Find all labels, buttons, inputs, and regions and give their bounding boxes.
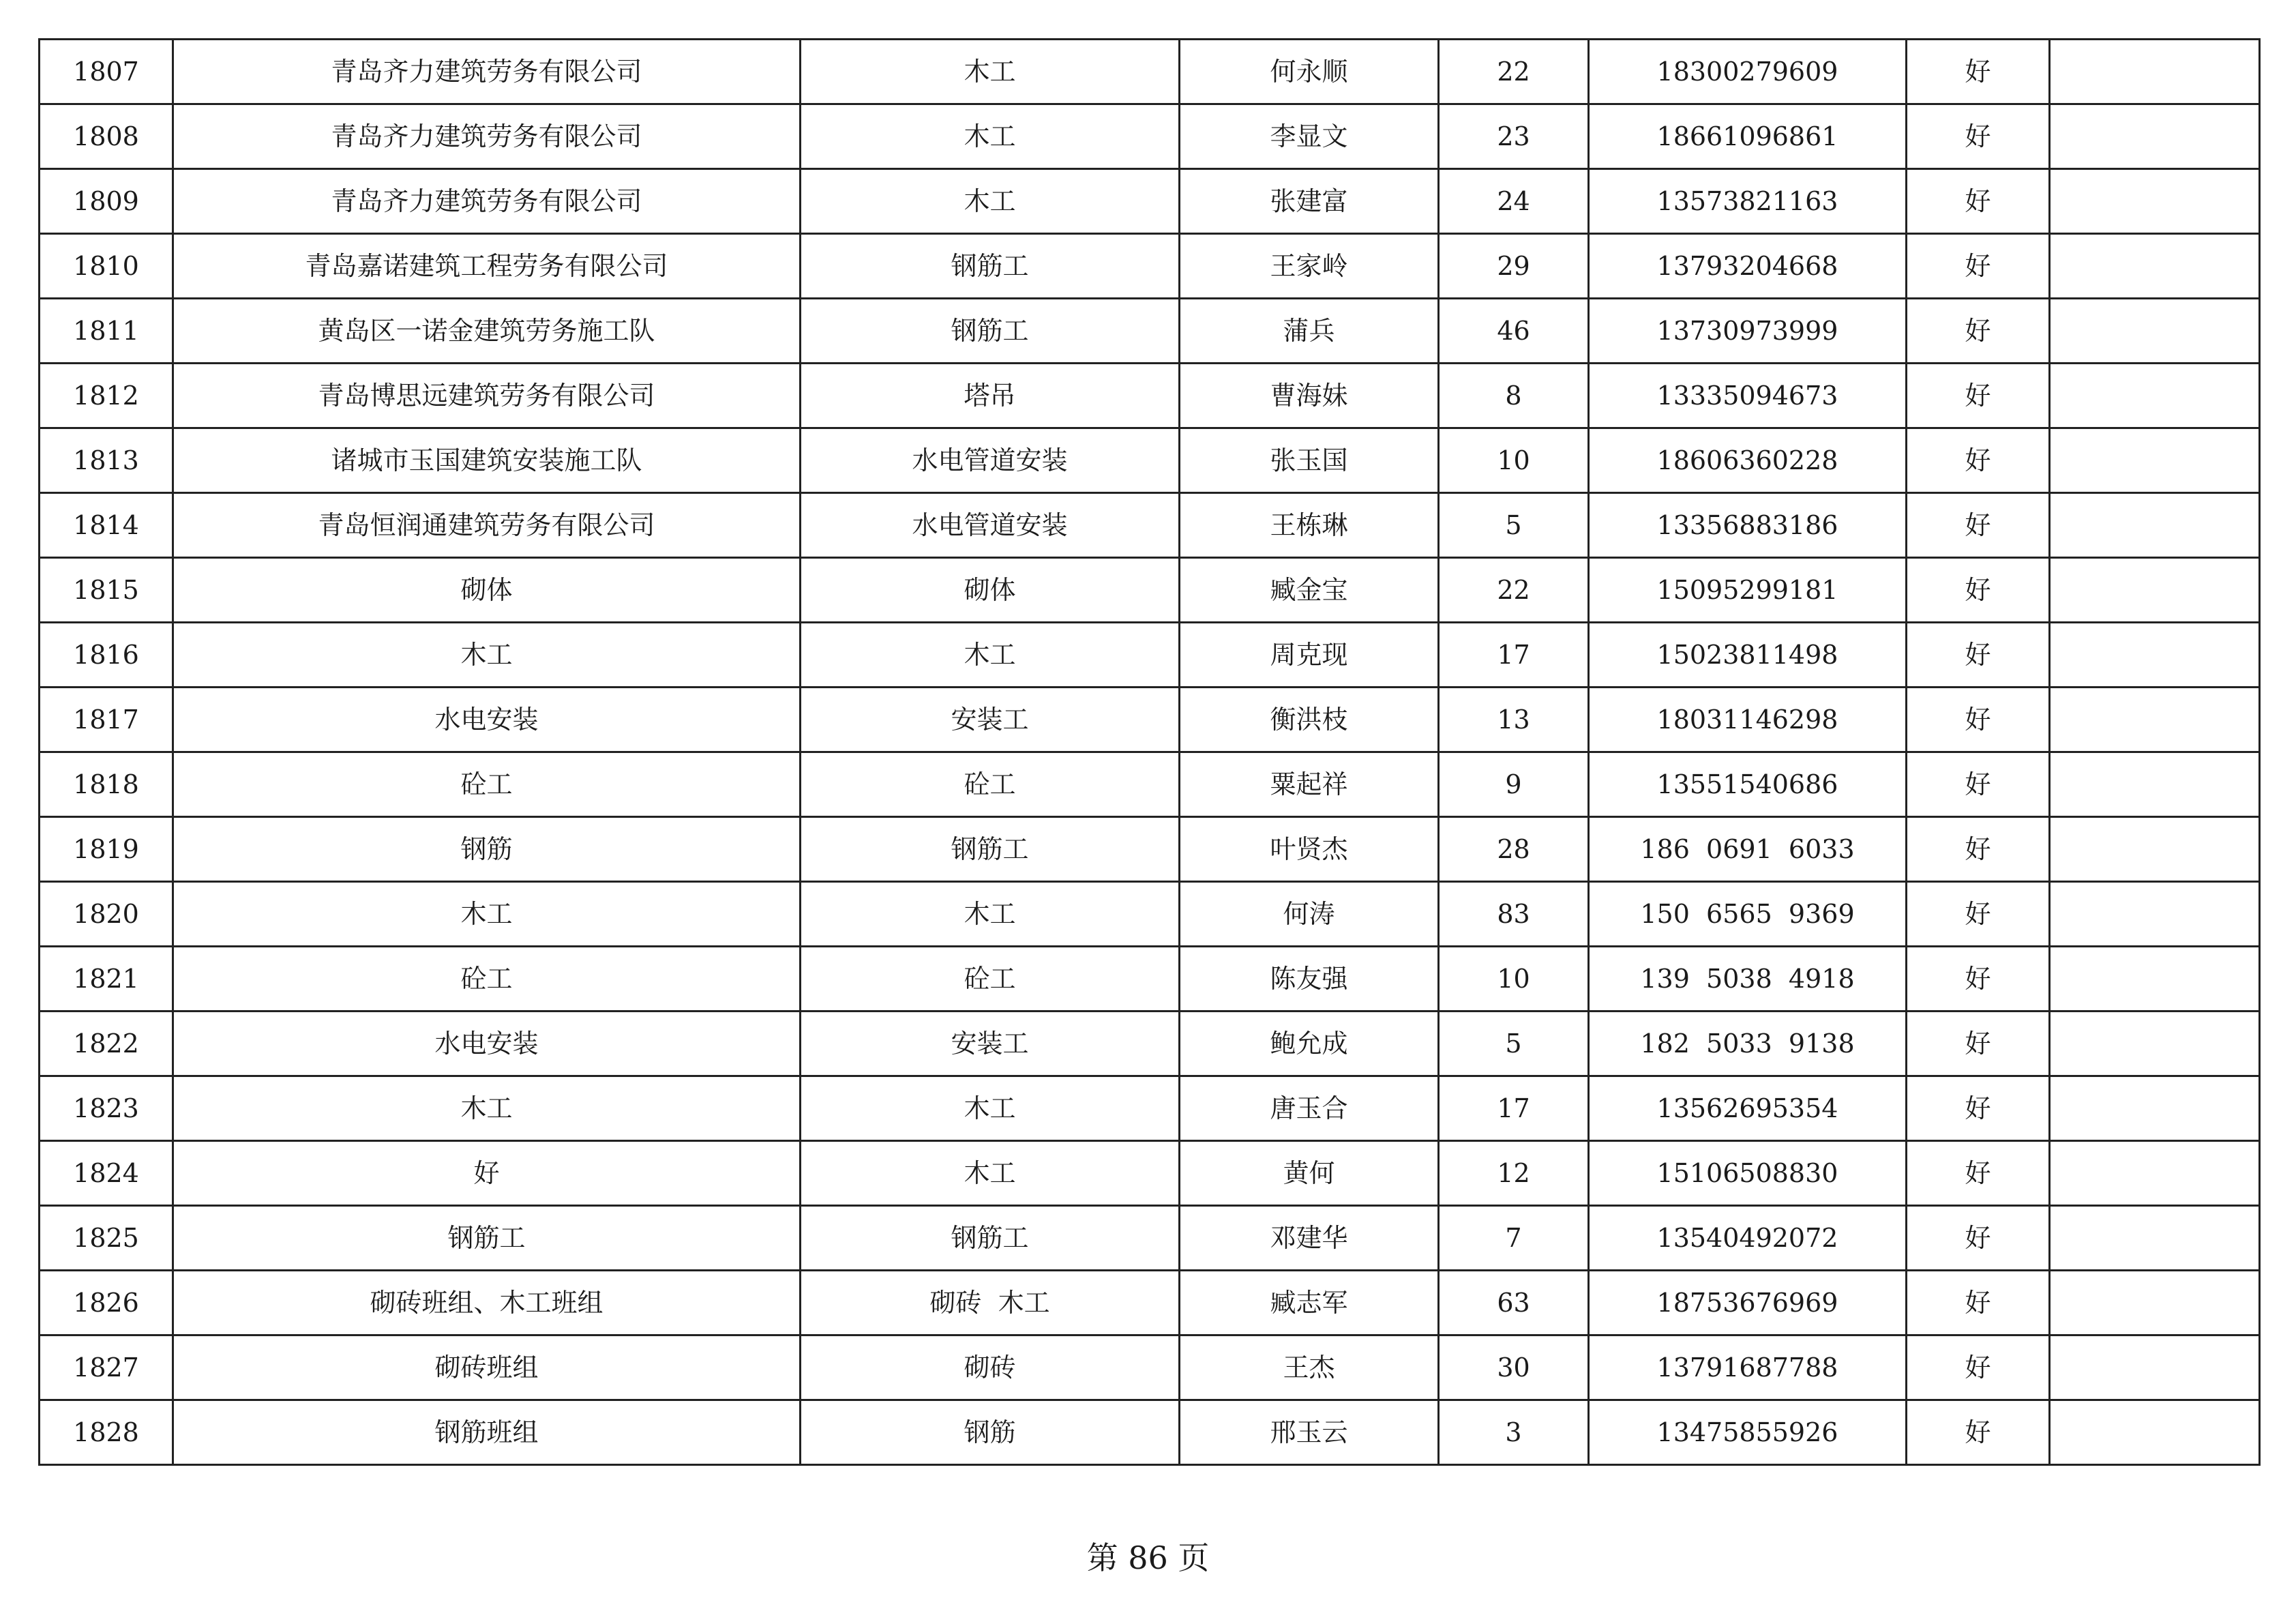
trade-cell: 砌砖 木工 [801, 1271, 1180, 1335]
table-row [40, 493, 2260, 558]
company-cell: 砌砖班组 [173, 1335, 801, 1400]
rating-cell: 好 [1907, 1400, 2050, 1465]
row-number-cell: 1828 [40, 1400, 173, 1465]
row-number-cell: 1814 [40, 493, 173, 558]
phone-cell: 13562695354 [1589, 1076, 1907, 1141]
company-cell: 黄岛区一诺金建筑劳务施工队 [173, 299, 801, 364]
note-cell [2050, 752, 2260, 817]
row-number-cell: 1820 [40, 882, 173, 947]
contact-name-cell: 王家岭 [1180, 234, 1439, 299]
phone-cell: 18300279609 [1589, 40, 1907, 104]
worker-count-cell: 24 [1439, 169, 1589, 234]
rating-cell: 好 [1907, 364, 2050, 428]
note-cell [2050, 234, 2260, 299]
trade-cell: 砌砖 [801, 1335, 1180, 1400]
note-cell [2050, 817, 2260, 882]
rating-cell: 好 [1907, 1012, 2050, 1076]
row-number-cell: 1813 [40, 428, 173, 493]
trade-cell: 木工 [801, 169, 1180, 234]
contact-name-cell: 黄何 [1180, 1141, 1439, 1206]
trade-cell: 水电管道安装 [801, 493, 1180, 558]
note-cell [2050, 1012, 2260, 1076]
rating-cell: 好 [1907, 104, 2050, 169]
row-number-cell: 1822 [40, 1012, 173, 1076]
trade-cell: 木工 [801, 40, 1180, 104]
worker-count-cell: 83 [1439, 882, 1589, 947]
phone-cell: 18753676969 [1589, 1271, 1907, 1335]
company-cell: 砼工 [173, 752, 801, 817]
rating-cell: 好 [1907, 299, 2050, 364]
row-number-cell: 1809 [40, 169, 173, 234]
phone-cell: 186 0691 6033 [1589, 817, 1907, 882]
company-cell: 木工 [173, 623, 801, 688]
table-row [40, 234, 2260, 299]
trade-cell: 钢筋工 [801, 234, 1180, 299]
rating-cell: 好 [1907, 169, 2050, 234]
company-cell: 水电安装 [173, 1012, 801, 1076]
note-cell [2050, 364, 2260, 428]
note-cell [2050, 688, 2260, 752]
trade-cell: 砼工 [801, 752, 1180, 817]
phone-cell: 13335094673 [1589, 364, 1907, 428]
row-number-cell: 1825 [40, 1206, 173, 1271]
row-number-cell: 1821 [40, 947, 173, 1012]
note-cell [2050, 1400, 2260, 1465]
worker-count-cell: 22 [1439, 558, 1589, 623]
table-row [40, 623, 2260, 688]
contact-name-cell: 张建富 [1180, 169, 1439, 234]
company-cell: 青岛齐力建筑劳务有限公司 [173, 40, 801, 104]
note-cell [2050, 1271, 2260, 1335]
note-cell [2050, 1141, 2260, 1206]
trade-cell: 塔吊 [801, 364, 1180, 428]
phone-cell: 13356883186 [1589, 493, 1907, 558]
worker-count-cell: 3 [1439, 1400, 1589, 1465]
trade-cell: 钢筋工 [801, 1206, 1180, 1271]
rating-cell: 好 [1907, 428, 2050, 493]
trade-cell: 木工 [801, 1141, 1180, 1206]
company-cell: 青岛齐力建筑劳务有限公司 [173, 104, 801, 169]
phone-cell: 15095299181 [1589, 558, 1907, 623]
worker-count-cell: 7 [1439, 1206, 1589, 1271]
worker-count-cell: 10 [1439, 947, 1589, 1012]
table-row [40, 882, 2260, 947]
worker-count-cell: 10 [1439, 428, 1589, 493]
contact-name-cell: 衡洪枝 [1180, 688, 1439, 752]
worker-count-cell: 5 [1439, 493, 1589, 558]
row-number-cell: 1811 [40, 299, 173, 364]
contact-name-cell: 粟起祥 [1180, 752, 1439, 817]
row-number-cell: 1826 [40, 1271, 173, 1335]
note-cell [2050, 882, 2260, 947]
worker-count-cell: 9 [1439, 752, 1589, 817]
phone-cell: 15106508830 [1589, 1141, 1907, 1206]
contact-name-cell: 鲍允成 [1180, 1012, 1439, 1076]
worker-count-cell: 30 [1439, 1335, 1589, 1400]
trade-cell: 安装工 [801, 688, 1180, 752]
contact-name-cell: 唐玉合 [1180, 1076, 1439, 1141]
phone-cell: 13573821163 [1589, 169, 1907, 234]
note-cell [2050, 40, 2260, 104]
worker-count-cell: 13 [1439, 688, 1589, 752]
note-cell [2050, 1206, 2260, 1271]
worker-count-cell: 8 [1439, 364, 1589, 428]
note-cell [2050, 104, 2260, 169]
rating-cell: 好 [1907, 234, 2050, 299]
trade-cell: 钢筋 [801, 1400, 1180, 1465]
phone-cell: 18606360228 [1589, 428, 1907, 493]
table-row [40, 1271, 2260, 1335]
phone-cell: 150 6565 9369 [1589, 882, 1907, 947]
company-cell: 钢筋工 [173, 1206, 801, 1271]
phone-cell: 15023811498 [1589, 623, 1907, 688]
rating-cell: 好 [1907, 623, 2050, 688]
page-number: 第 86 页 [1086, 1539, 1210, 1576]
note-cell [2050, 1335, 2260, 1400]
row-number-cell: 1810 [40, 234, 173, 299]
rating-cell: 好 [1907, 882, 2050, 947]
contact-name-cell: 臧志军 [1180, 1271, 1439, 1335]
note-cell [2050, 558, 2260, 623]
worker-count-cell: 12 [1439, 1141, 1589, 1206]
rating-cell: 好 [1907, 1206, 2050, 1271]
phone-cell: 13540492072 [1589, 1206, 1907, 1271]
row-number-cell: 1808 [40, 104, 173, 169]
company-cell: 砌砖班组、木工班组 [173, 1271, 801, 1335]
company-cell: 木工 [173, 1076, 801, 1141]
contact-name-cell: 王栋琳 [1180, 493, 1439, 558]
table-row [40, 688, 2260, 752]
rating-cell: 好 [1907, 817, 2050, 882]
rating-cell: 好 [1907, 752, 2050, 817]
contact-name-cell: 邓建华 [1180, 1206, 1439, 1271]
worker-count-cell: 46 [1439, 299, 1589, 364]
worker-count-cell: 23 [1439, 104, 1589, 169]
company-cell: 诸城市玉国建筑安装施工队 [173, 428, 801, 493]
note-cell [2050, 493, 2260, 558]
table-row [40, 752, 2260, 817]
company-cell: 水电安装 [173, 688, 801, 752]
rating-cell: 好 [1907, 40, 2050, 104]
contact-name-cell: 王杰 [1180, 1335, 1439, 1400]
note-cell [2050, 623, 2260, 688]
rating-cell: 好 [1907, 688, 2050, 752]
trade-cell: 水电管道安装 [801, 428, 1180, 493]
rating-cell: 好 [1907, 1076, 2050, 1141]
phone-cell: 13793204668 [1589, 234, 1907, 299]
worker-count-cell: 29 [1439, 234, 1589, 299]
company-cell: 砌体 [173, 558, 801, 623]
trade-cell: 砼工 [801, 947, 1180, 1012]
phone-cell: 139 5038 4918 [1589, 947, 1907, 1012]
trade-cell: 砌体 [801, 558, 1180, 623]
rating-cell: 好 [1907, 1335, 2050, 1400]
row-number-cell: 1824 [40, 1141, 173, 1206]
row-number-cell: 1818 [40, 752, 173, 817]
table-row [40, 1400, 2260, 1465]
company-cell: 木工 [173, 882, 801, 947]
contact-name-cell: 曹海妹 [1180, 364, 1439, 428]
phone-cell: 13730973999 [1589, 299, 1907, 364]
phone-cell: 18661096861 [1589, 104, 1907, 169]
note-cell [2050, 428, 2260, 493]
trade-cell: 木工 [801, 1076, 1180, 1141]
phone-cell: 18031146298 [1589, 688, 1907, 752]
table-row [40, 947, 2260, 1012]
row-number-cell: 1812 [40, 364, 173, 428]
company-cell: 砼工 [173, 947, 801, 1012]
note-cell [2050, 169, 2260, 234]
table-row [40, 1076, 2260, 1141]
company-cell: 青岛博思远建筑劳务有限公司 [173, 364, 801, 428]
company-cell: 钢筋 [173, 817, 801, 882]
rating-cell: 好 [1907, 1141, 2050, 1206]
worker-count-cell: 28 [1439, 817, 1589, 882]
trade-cell: 木工 [801, 882, 1180, 947]
row-number-cell: 1823 [40, 1076, 173, 1141]
rating-cell: 好 [1907, 947, 2050, 1012]
note-cell [2050, 299, 2260, 364]
row-number-cell: 1816 [40, 623, 173, 688]
worker-count-cell: 5 [1439, 1012, 1589, 1076]
company-cell: 好 [173, 1141, 801, 1206]
table-row [40, 428, 2260, 493]
worker-count-cell: 17 [1439, 1076, 1589, 1141]
contact-name-cell: 蒲兵 [1180, 299, 1439, 364]
contact-name-cell: 陈友强 [1180, 947, 1439, 1012]
note-cell [2050, 947, 2260, 1012]
phone-cell: 182 5033 9138 [1589, 1012, 1907, 1076]
table-row [40, 169, 2260, 234]
row-number-cell: 1827 [40, 1335, 173, 1400]
trade-cell: 安装工 [801, 1012, 1180, 1076]
trade-cell: 钢筋工 [801, 817, 1180, 882]
table-row [40, 1012, 2260, 1076]
table-row [40, 1141, 2260, 1206]
company-cell: 青岛嘉诺建筑工程劳务有限公司 [173, 234, 801, 299]
contact-name-cell: 李显文 [1180, 104, 1439, 169]
rating-cell: 好 [1907, 558, 2050, 623]
contact-name-cell: 何永顺 [1180, 40, 1439, 104]
worker-count-cell: 63 [1439, 1271, 1589, 1335]
note-cell [2050, 1076, 2260, 1141]
table-row [40, 40, 2260, 104]
table-body [40, 40, 2260, 1465]
phone-cell: 13551540686 [1589, 752, 1907, 817]
contact-name-cell: 叶贤杰 [1180, 817, 1439, 882]
table-row [40, 1206, 2260, 1271]
worker-count-cell: 17 [1439, 623, 1589, 688]
row-number-cell: 1815 [40, 558, 173, 623]
table-row [40, 299, 2260, 364]
contact-name-cell: 臧金宝 [1180, 558, 1439, 623]
worker-table [38, 38, 2261, 1466]
rating-cell: 好 [1907, 493, 2050, 558]
table-row [40, 1335, 2260, 1400]
trade-cell: 木工 [801, 623, 1180, 688]
table-row [40, 558, 2260, 623]
contact-name-cell: 何涛 [1180, 882, 1439, 947]
table-row [40, 104, 2260, 169]
trade-cell: 木工 [801, 104, 1180, 169]
rating-cell: 好 [1907, 1271, 2050, 1335]
row-number-cell: 1819 [40, 817, 173, 882]
table-row [40, 817, 2260, 882]
table-row [40, 364, 2260, 428]
company-cell: 钢筋班组 [173, 1400, 801, 1465]
contact-name-cell: 周克现 [1180, 623, 1439, 688]
contact-name-cell: 张玉国 [1180, 428, 1439, 493]
row-number-cell: 1807 [40, 40, 173, 104]
company-cell: 青岛齐力建筑劳务有限公司 [173, 169, 801, 234]
phone-cell: 13791687788 [1589, 1335, 1907, 1400]
trade-cell: 钢筋工 [801, 299, 1180, 364]
phone-cell: 13475855926 [1589, 1400, 1907, 1465]
worker-count-cell: 22 [1439, 40, 1589, 104]
company-cell: 青岛恒润通建筑劳务有限公司 [173, 493, 801, 558]
row-number-cell: 1817 [40, 688, 173, 752]
contact-name-cell: 邢玉云 [1180, 1400, 1439, 1465]
